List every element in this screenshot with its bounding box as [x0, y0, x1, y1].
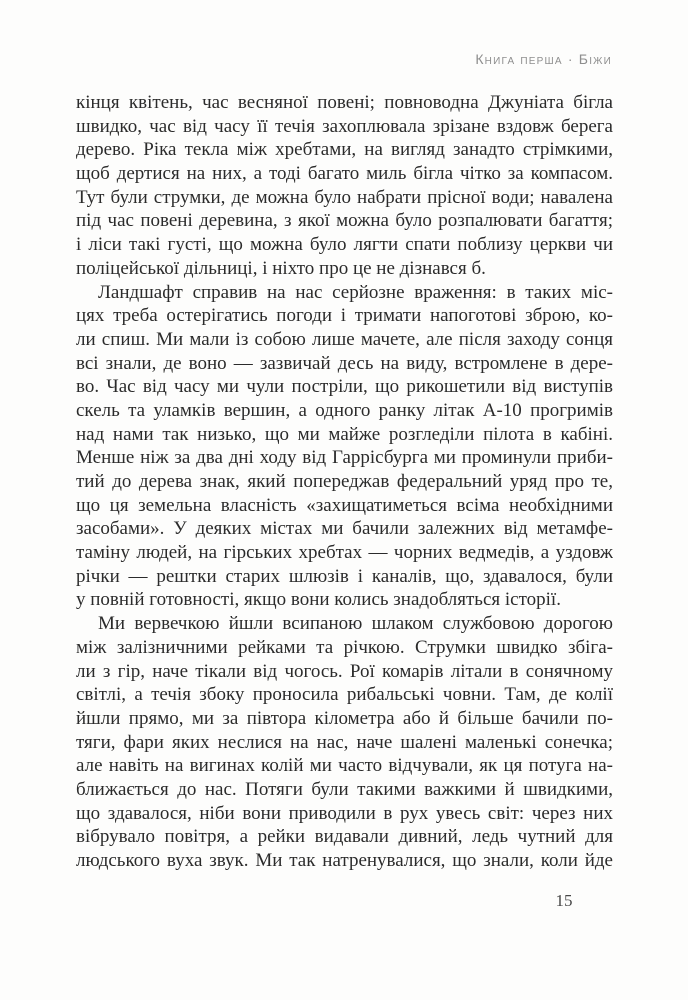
text-line-p2-l7: над нами так низько, що ми майже розгледіли пілота в кабіні.: [76, 423, 613, 445]
text-line-p2-l8: Менше ніж за два дні ходу від Гаррісбурга ми проминули приби-: [76, 447, 613, 469]
text-line-p2-l11: засобами». У деяких містах ми бачили залежних від метамфе-: [76, 518, 613, 540]
text-line-p2-l1: Ландшафт справив на нас серйозне враження: в таких міс-: [98, 281, 613, 303]
paragraph-2: [76, 281, 613, 613]
text-line-p3-l10: вібрувало повітря, а рейки видавали дивний, ледь чутний для: [76, 826, 613, 848]
text-line-p3-l4: світлі, а течія збоку проносила рибальські човни. Там, де колії: [76, 684, 613, 706]
text-line-p2-l3: ли спиш. Ми мали із собою лише мачете, але після заходу сонця: [76, 328, 613, 350]
body-text: [76, 91, 613, 873]
page-number: 15: [555, 891, 573, 910]
text-line-p2-l14: у повній готовності, якщо вони колись знадобляться історії.: [76, 589, 561, 611]
text-line-p1-l5: Тут були струмки, де можна було набрати прісної води; навалена: [76, 186, 613, 208]
paragraph-3: [76, 612, 613, 873]
text-line-p2-l6: скель та уламків вершин, а одного ранку літак А-10 прогримів: [76, 399, 613, 421]
running-header: Книга перша · Біжи: [475, 51, 612, 67]
text-line-p1-l6: під час повені деревина, з якої можна було розпалювати багаття;: [76, 210, 613, 232]
text-line-p2-l5: во. Час від часу ми чули постріли, що рикошетили від виступів: [76, 376, 613, 398]
text-line-p1-l3: дерево. Ріка текла між хребтами, на вигляд занадто стрімкими,: [76, 139, 613, 161]
text-line-p2-l13: річки — рештки старих шлюзів і каналів, що, здавалося, були: [76, 565, 613, 587]
text-line-p1-l2: швидко, час від часу її течія захоплювала зрізане вздовж берега: [76, 115, 613, 137]
text-line-p1-l7: і ліси такі густі, що можна було лягти спати поблизу церкви чи: [76, 234, 613, 256]
text-line-p3-l1: Ми вервечкою йшли всипаною шлаком службовою дорогою: [98, 613, 613, 635]
text-line-p3-l2: між залізничними рейками та річкою. Струмки швидко збіга-: [76, 636, 613, 658]
text-line-p3-l9: що здавалося, ніби вони приводили в рух увесь світ: через них: [76, 802, 613, 824]
text-line-p1-l8: поліцейської дільниці, і ніхто про це не дізнався б.: [76, 257, 486, 279]
text-line-p2-l2: цях треба остерігатись погоди і тримати напоготові зброю, ко-: [76, 305, 613, 327]
text-line-p1-l1: кінця квітень, час весняної повені; повноводна Джуніата бігла: [76, 92, 613, 113]
text-line-p3-l8: ближається до нас. Потяги були такими важкими й швидкими,: [76, 778, 613, 800]
text-line-p3-l6: тяги, фари яких неслися на нас, наче шалені маленькі сонечка;: [76, 731, 613, 753]
paragraph-1: [76, 91, 613, 281]
text-line-p2-l12: таміну людей, на гірських хребтах — чорних ведмедів, а уздовж: [76, 542, 613, 564]
text-line-p2-l4: всі знали, де воно — зазвичай десь на виду, встромлене в дере-: [76, 352, 613, 374]
text-line-p3-l5: йшли прямо, ми за півтора кілометра або й більше бачили по-: [76, 707, 613, 729]
text-line-p3-l7: але навіть на вигинах колій ми часто відчували, як ця потуга на-: [76, 755, 613, 777]
text-line-p1-l4: щоб дертися на них, а тоді багато миль бігла чітко за компасом.: [76, 163, 613, 185]
text-line-p3-l3: ли з гір, наче тікали від чогось. Рої комарів літали в сонячному: [76, 660, 613, 682]
text-line-p2-l10: що ця земельна власність «захищатиметься всіма необхідними: [76, 494, 613, 516]
text-line-p2-l9: тий до дерева знак, який попереджав федеральний уряд про те,: [76, 471, 613, 492]
text-line-p3-l11: людського вуха звук. Ми так натренувалися, що знали, коли йде: [76, 850, 613, 871]
